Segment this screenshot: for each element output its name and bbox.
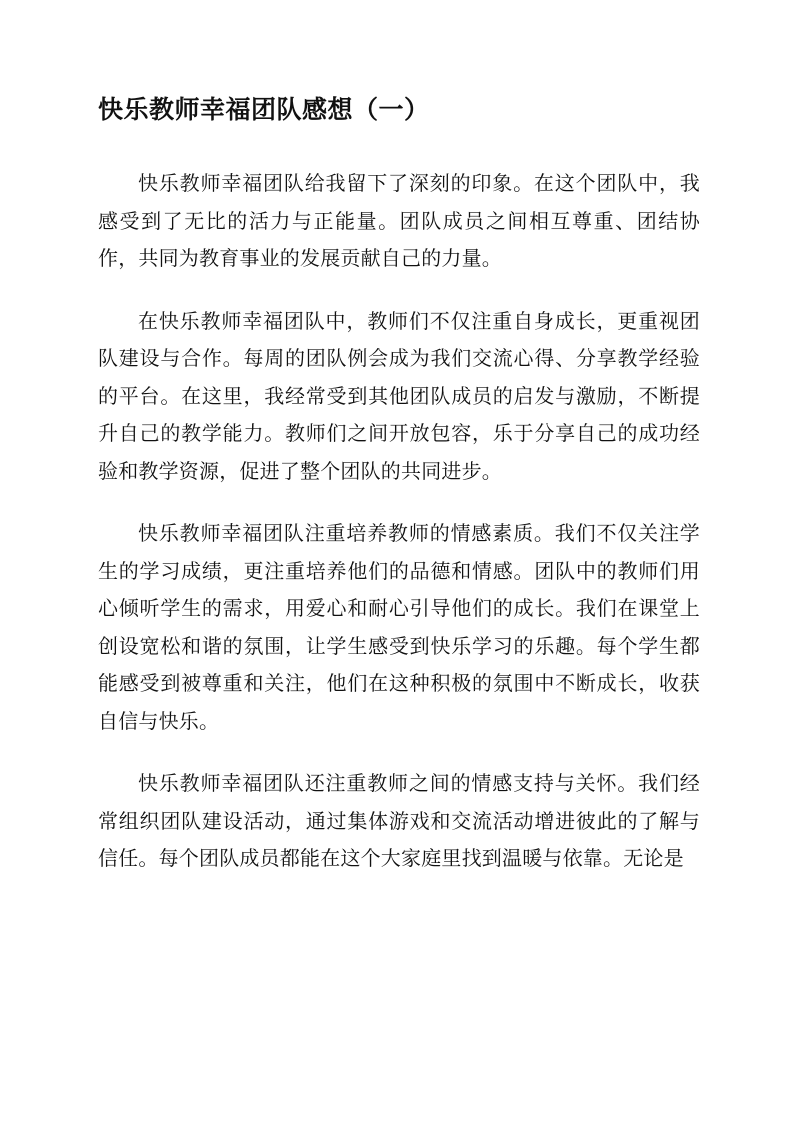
document-title: 快乐教师幸福团队感想（一） bbox=[98, 95, 430, 124]
paragraph-3: 快乐教师幸福团队注重培养教师的情感素质。我们不仅关注学生的学习成绩，更注重培养他们的品德和情感。团队中的教师们用心倾听学生的需求，用爱心和耐心引导他们的成长。我们在课堂上创设宽松和谐的氛围，让学生感受到快乐学习的乐趣。每个学生都能感受到被尊重和关注，他们在这种积极的氛围中不断成长，收获自信与快乐。 bbox=[98, 521, 700, 733]
document-body bbox=[98, 165, 700, 903]
paragraph-1: 快乐教师幸福团队给我留下了深刻的印象。在这个团队中，我感受到了无比的活力与正能量。团队成员之间相互尊重、团结协作，共同为教育事业的发展贡献自己的力量。 bbox=[98, 171, 700, 270]
paragraph-4: 快乐教师幸福团队还注重教师之间的情感支持与关怀。我们经常组织团队建设活动，通过集体游戏和交流活动增进彼此的了解与信任。每个团队成员都能在这个大家庭里找到温暖与依靠。无论是 bbox=[98, 771, 700, 870]
paragraph-2: 在快乐教师幸福团队中，教师们不仅注重自身成长，更重视团队建设与合作。每周的团队例会成为我们交流心得、分享教学经验的平台。在这里，我经常受到其他团队成员的启发与激励，不断提升自己的教学能力。教师们之间开放包容，乐于分享自己的成功经验和教学资源，促进了整个团队的共同进步。 bbox=[98, 308, 700, 483]
